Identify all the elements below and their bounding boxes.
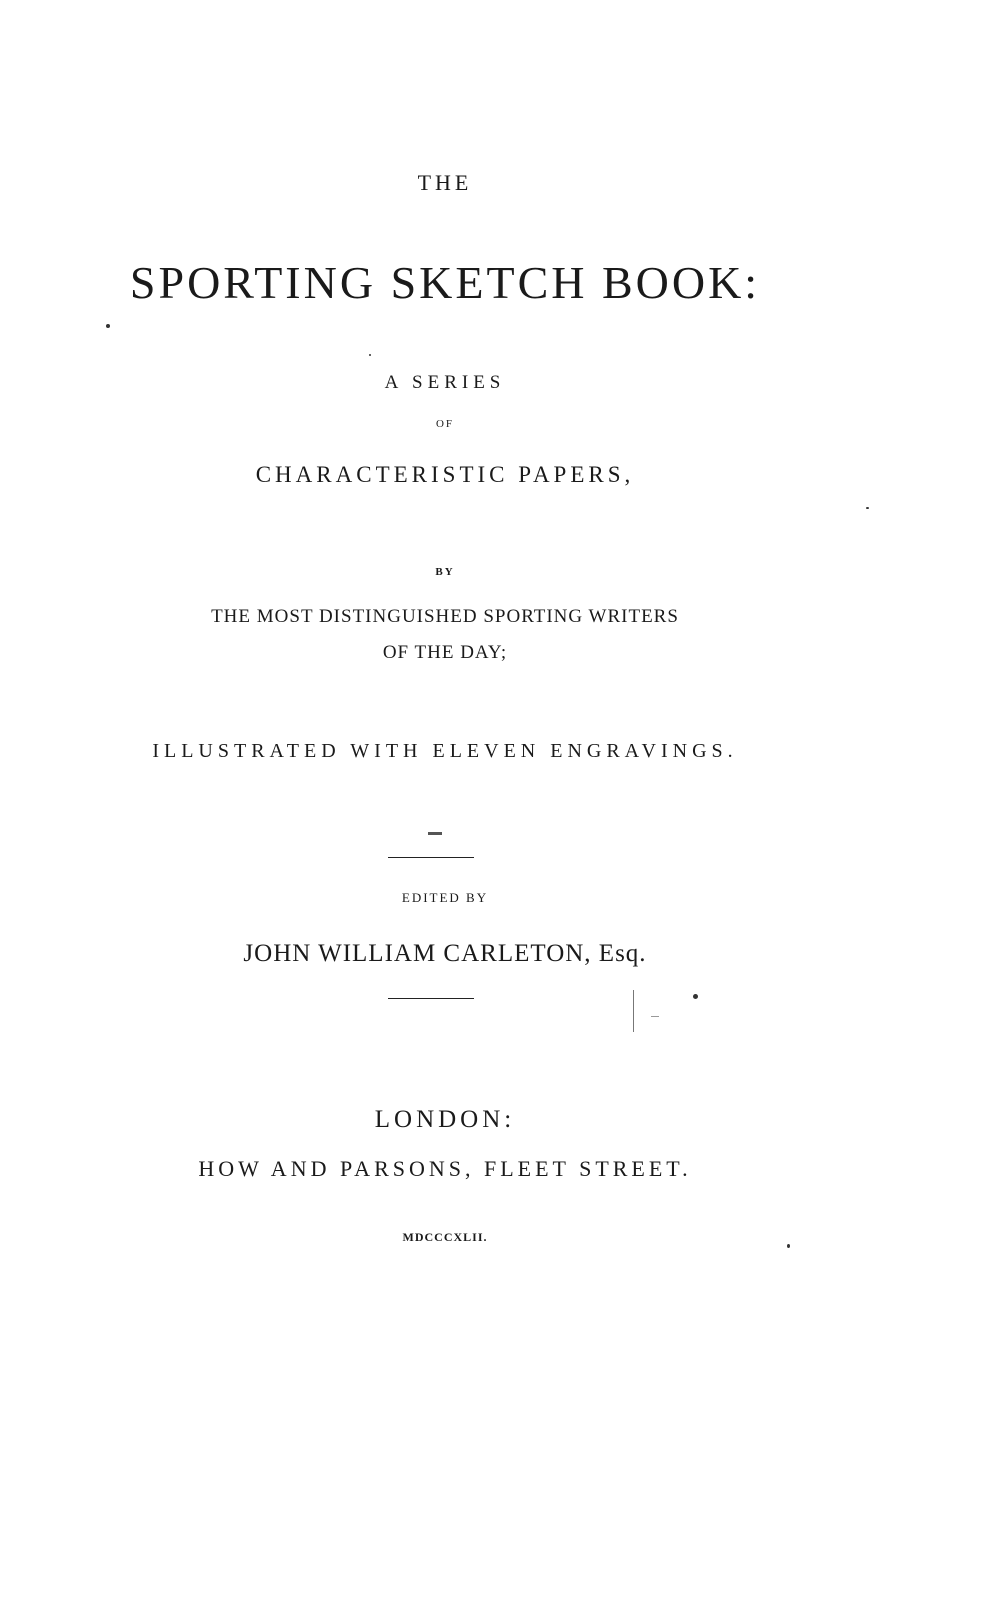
title-prefix: THE: [417, 170, 473, 195]
byline-by: BY: [435, 566, 455, 578]
ink-mark: [633, 990, 634, 1032]
subtitle-series: A SERIES: [384, 372, 506, 393]
byline-day: OF THE DAY;: [382, 642, 508, 663]
ink-speck: [369, 354, 371, 356]
publisher-line: HOW AND PARSONS, FLEET STREET.: [198, 1156, 692, 1181]
editor-name: JOHN WILLIAM CARLETON, Esq.: [243, 940, 647, 967]
illustration-note: ILLUSTRATED WITH ELEVEN ENGRAVINGS.: [152, 740, 738, 762]
subtitle-papers: CHARACTERISTIC PAPERS,: [255, 462, 635, 487]
divider-rule: [388, 998, 474, 999]
divider-rule: [388, 857, 474, 858]
publication-year: MDCCCXLII.: [402, 1230, 488, 1244]
ink-mark: [428, 832, 442, 835]
book-title: SPORTING SKETCH BOOK:: [129, 257, 761, 308]
subtitle-of: OF: [435, 418, 455, 430]
ink-mark: [651, 1016, 659, 1017]
ink-speck: [693, 994, 698, 999]
publication-city: LONDON:: [374, 1106, 516, 1133]
byline-writers: THE MOST DISTINGUISHED SPORTING WRITERS: [211, 606, 679, 627]
ink-speck: [106, 324, 110, 328]
ink-speck: [787, 1244, 790, 1248]
edited-by-label: EDITED BY: [401, 890, 489, 905]
ink-speck: [866, 507, 869, 509]
